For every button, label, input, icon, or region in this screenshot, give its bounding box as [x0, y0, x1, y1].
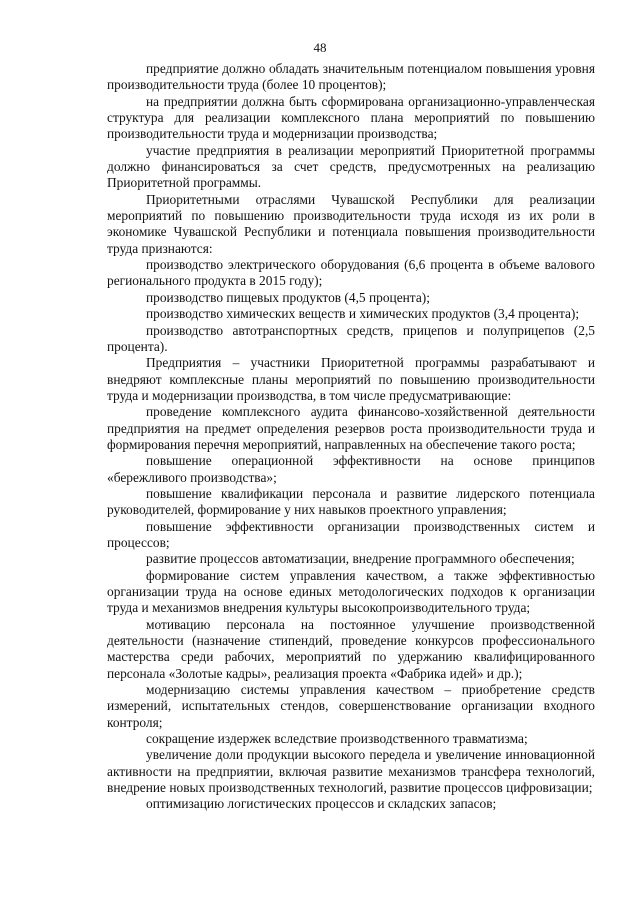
page-number: 48 — [313, 40, 327, 55]
paragraph-6: производство пищевых продуктов (4,5 процента); — [146, 289, 430, 305]
paragraph-20: оптимизацию логистических процессов и складских запасов; — [146, 796, 497, 812]
paragraph-4: Приоритетными отраслями Чувашской Республики для реализации мероприятий по повышению производительности труда исходя из их роли в экономике Чувашской Республики и потенциала повышения производительности труда признаются: — [107, 191, 595, 256]
paragraph-12: повышение квалификации персонала и развитие лидерского потенциала руководителей, формирование у них навыков проектного управления; — [107, 485, 595, 518]
document-body — [107, 61, 595, 813]
paragraph-17: модернизацию системы управления качеством – приобретение средств измерений, испытательных стендов, совершенствование организации входного контроля; — [107, 682, 595, 730]
paragraph-11: повышение операционной эффективности на основе принципов «бережливого производства»; — [107, 453, 595, 485]
paragraph-15: формирование систем управления качеством, а также эффективностью организации труда на основе единых методологических подходов к организации труда и механизмов внедрения культуры высокопроизводительного труда; — [107, 567, 595, 616]
paragraph-2: на предприятии должна быть сформирована организационно-управленческая структура для реализации комплексного плана мероприятий по повышению производительности труда и модернизации производства; — [107, 93, 595, 142]
paragraph-14: развитие процессов автоматизации, внедрение программного обеспечения; — [146, 551, 575, 567]
paragraph-9: Предприятия – участники Приоритетной программы разрабатывают и внедряют комплексные планы мероприятий по повышению производительности труда и модернизации производства, в том числе предусматривающие: — [107, 355, 595, 403]
paragraph-10: проведение комплексного аудита финансово-хозяйственной деятельности предприятия на предмет определения резервов роста производительности труда и формирования перечня мероприятий, направленных на обеспечение такого роста; — [107, 404, 595, 452]
paragraph-19: увеличение доли продукции высокого передела и увеличение инновационной активности на предприятии, включая развитие механизмов трансфера технологий, внедрение новых производственных технологий, развитие процессов цифровизации; — [107, 747, 595, 796]
paragraph-13: повышение эффективности организации производственных систем и процессов; — [107, 518, 595, 550]
paragraph-5: производство электрического оборудования (6,6 процента в объеме валового регионального продукта в 2015 году); — [107, 257, 595, 289]
paragraph-8: производство автотранспортных средств, прицепов и полуприцепов (2,5 процента). — [107, 322, 595, 354]
paragraph-16: мотивацию персонала на постоянное улучшение производственной деятельности (назначение стипендий, проведение конкурсов профессионального мастерства среди рабочих, мероприятий по удержанию квалифицированного персонала «Золотые кадры», реализация проекта «Фабрика идей» и др.); — [107, 616, 595, 681]
paragraph-7: производство химических веществ и химических продуктов (3,4 процента); — [146, 306, 580, 322]
paragraph-18: сокращение издержек вследствие производственного травматизма; — [146, 731, 528, 747]
paragraph-3: участие предприятия в реализации мероприятий Приоритетной программы должно финансироваться за счет средств, предусмотренных на реализацию Приоритетной программы. — [107, 142, 595, 191]
paragraph-1: предприятие должно обладать значительным потенциалом повышения уровня производительности труда (более 10 процентов); — [107, 61, 595, 93]
